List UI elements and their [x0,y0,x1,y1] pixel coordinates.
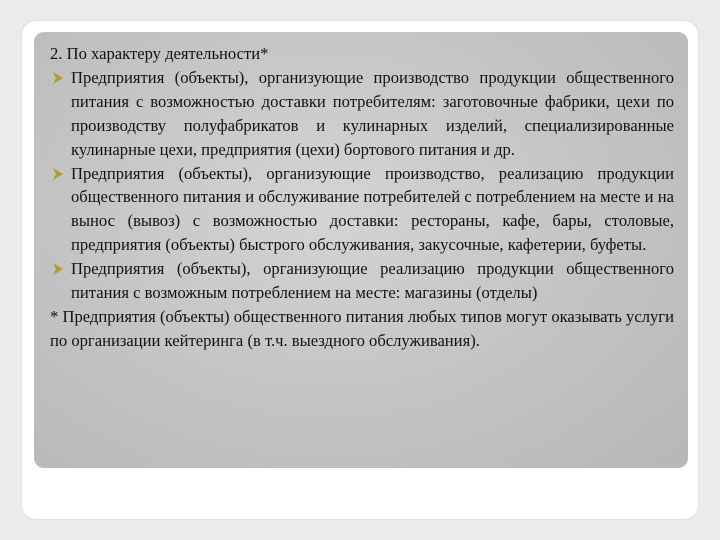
arrow-bullet-icon [51,66,65,90]
bullet-list [50,66,674,305]
slide-heading: 2. По характеру деятельности* [50,44,269,63]
bullet-item-restaurants [50,162,674,258]
slide-content [50,42,674,353]
bullet-text: Предприятия (объекты), организующие производство, реализацию продукции общественного питания и обслуживание потребителей с потреблением на месте и на вынос (вывоз) с возможностью доставки: рестораны, кафе, бары, столовые, предприятия (объекты) быстрого обслуживания, закусочные, кафетерии, буфеты. [71,163,674,255]
arrow-bullet-icon [51,162,65,186]
bullet-item-shops [50,257,674,305]
bullet-text: Предприятия (объекты), организующие реализацию продукции общественного питания с возможным потреблением на месте: магазины (отделы) [71,259,674,303]
bullet-item-delivery-producers [50,66,674,162]
slide-footnote: * Предприятия (объекты) общественного питания любых типов могут оказывать услуги по организации кейтеринга (в т.ч. выездного обслуживания). [50,306,674,350]
bullet-text: Предприятия (объекты), организующие производство продукции общественного питания с возможностью доставки потребителям: заготовочные фабрики, цехи по производству полуфабрикатов и кулинарных изделий, специализированные кулинарные цехи, предприятия (цехи) бортового питания и др. [71,67,674,159]
arrow-bullet-icon [51,257,65,281]
